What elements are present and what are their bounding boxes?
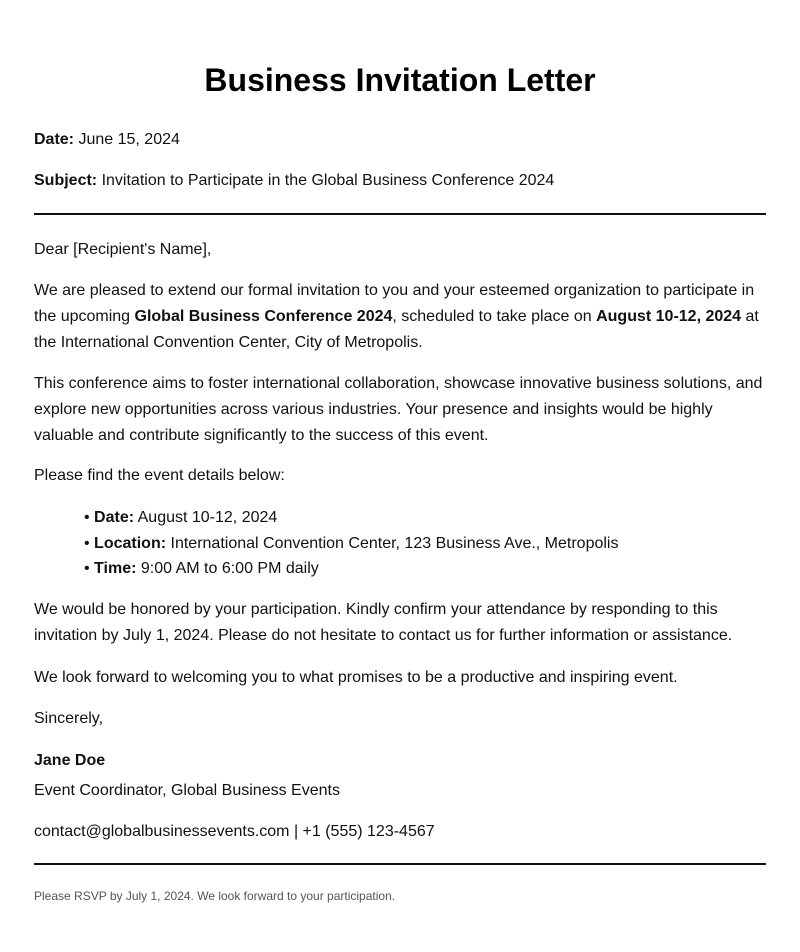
date-line	[34, 127, 766, 153]
details-intro: Please find the event details below:	[34, 467, 285, 484]
paragraph-invitation-text-1: We are pleased to extend our formal invitation to you and your esteemed organization to participate in the upcoming	[34, 282, 755, 325]
header-divider	[34, 213, 766, 215]
footer-divider	[34, 863, 766, 865]
paragraph-invitation-text-2: , scheduled to take place on	[392, 308, 597, 325]
detail-value-time: 9:00 AM to 6:00 PM daily	[140, 560, 319, 577]
signature-name	[34, 748, 766, 774]
date-value: June 15, 2024	[78, 131, 180, 148]
closing: Sincerely,	[34, 710, 104, 727]
detail-value-location: International Convention Center, 123 Business Ave., Metropolis	[170, 534, 619, 552]
subject-label: Subject:	[34, 172, 98, 189]
signature-role: Event Coordinator, Global Business Events	[34, 782, 340, 799]
date-label: Date:	[34, 131, 75, 148]
event-details-list	[84, 505, 618, 582]
salutation: Dear [Recipient's Name],	[34, 241, 212, 258]
conference-name: Global Business Conference 2024	[134, 308, 393, 325]
detail-label-time: Time:	[94, 560, 137, 577]
signer-name: Jane Doe	[34, 752, 106, 769]
signature-contact: contact@globalbusinessevents.com | +1 (555) 123-4567	[34, 823, 435, 840]
paragraph-closing-remark: We look forward to welcoming you to what promises to be a productive and inspiring event.	[34, 669, 678, 686]
paragraph-purpose: This conference aims to foster international collaboration, showcase innovative business solutions, and explore new opportunities across various industries. Your presence and insights would be highly valuable and contribute significantly to the success of this event.	[34, 375, 763, 444]
list-item: • Date: August 10-12, 2024	[84, 509, 278, 526]
paragraph-invitation-text-3: at the International Convention Center, City of Metropolis.	[34, 308, 759, 351]
footer-note: Please RSVP by July 1, 2024. We look forward to your participation.	[34, 889, 396, 903]
conference-dates: August 10-12, 2024	[596, 308, 742, 325]
letter-title: Business Invitation Letter	[204, 62, 596, 98]
paragraph-rsvp: We would be honored by your participation. Kindly confirm your attendance by responding to this invitation by July 1, 2024. Please do not hesitate to contact us for further information or assistance.	[34, 601, 733, 644]
list-item: • Location: International Convention Center, 123 Business Ave., Metropolis	[84, 534, 619, 552]
paragraph-invitation	[34, 278, 766, 356]
detail-value-date: August 10-12, 2024	[137, 509, 278, 526]
detail-label-date: Date:	[94, 509, 135, 526]
detail-label-location: Location:	[94, 534, 167, 552]
subject-value: Invitation to Participate in the Global Business Conference 2024	[101, 172, 555, 189]
subject-line	[34, 168, 766, 194]
list-item: • Time: 9:00 AM to 6:00 PM daily	[84, 560, 319, 577]
